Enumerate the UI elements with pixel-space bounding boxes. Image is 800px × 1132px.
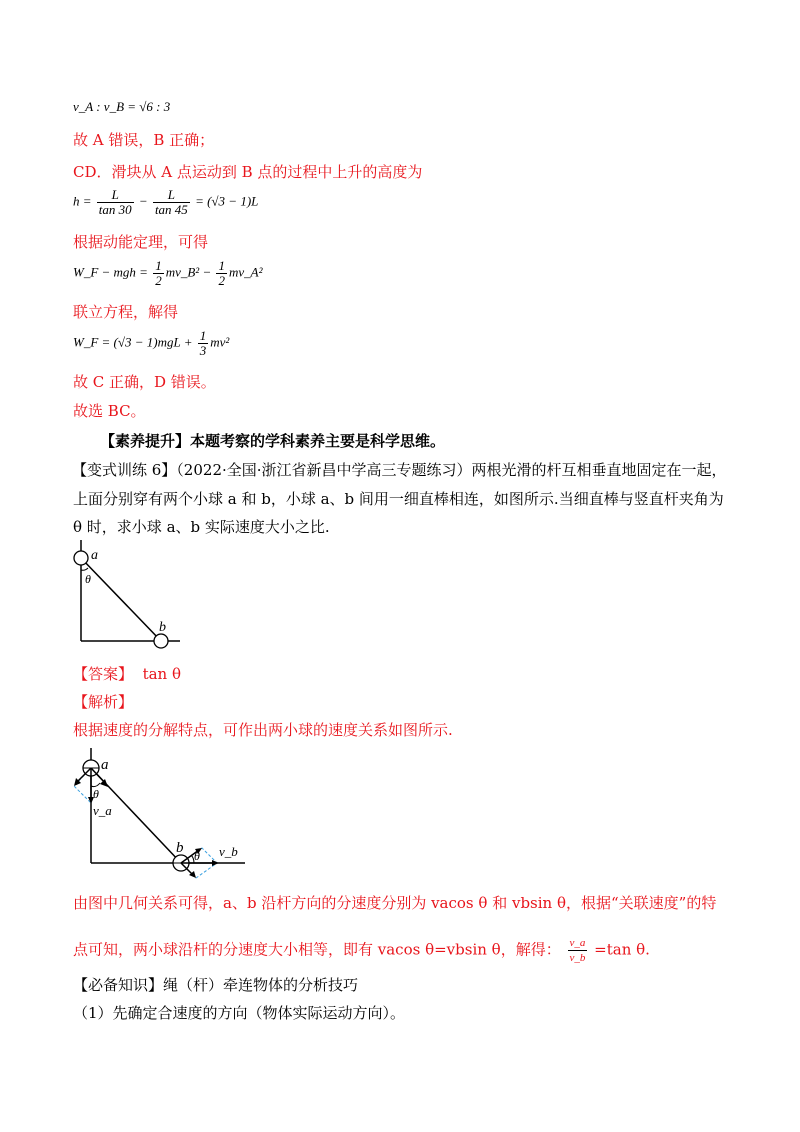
combine-text: 联立方程，解得 bbox=[73, 303, 179, 321]
exercise-line-2: 上面分别穿有两个小球 a 和 b，小球 a、b 间用一细直棒相连，如图所示.当细直棒与竖直杆夹角为 bbox=[73, 490, 724, 508]
height-equation: h = $\frac{L}{\tan 30}$ − $\frac{L}{\tan 45}$ = (√3 − 1)L bbox=[73, 187, 259, 217]
exercise-line-1: 【变式训练 6】（2022·全国·浙江省新昌中学高三专题练习）两根光滑的杆互相垂直地固定在一起， bbox=[72, 461, 727, 479]
fig1-label-a: a bbox=[91, 548, 98, 563]
knowledge-step-1: （1）先确定合速度的方向（物体实际运动方向）。 bbox=[73, 1004, 406, 1022]
conclusion-cd: 故 C 正确，D 错误。 bbox=[73, 373, 216, 391]
fig2-label-b: b bbox=[176, 840, 184, 856]
figure-rods bbox=[70, 540, 190, 650]
fig2-label-va: v_a bbox=[93, 803, 112, 818]
fig1-label-b: b bbox=[159, 620, 166, 635]
fig2-label-theta-a: θ bbox=[93, 787, 99, 801]
fig2-label-theta-b: θ bbox=[194, 849, 200, 863]
work-equation: W_F = (√3 − 1)mgL + $\frac{1}{3}$ mv² bbox=[73, 328, 230, 358]
analysis-line-1: 根据速度的分解特点，可作出两小球的速度关系如图所示. bbox=[73, 721, 453, 739]
ratio-equation: v_A : v_B = √6 : 3 bbox=[73, 99, 171, 114]
analysis-line-2: 由图中几何关系可得，a、b 沿杆方向的分速度分别为 vacos θ 和 vbsin θ，根据“关联速度”的特 bbox=[73, 894, 717, 912]
fig1-label-theta: θ bbox=[85, 572, 91, 586]
final-answer-bc: 故选 BC。 bbox=[73, 402, 146, 420]
knowledge-heading: 【必备知识】绳（杆）牵连物体的分析技巧 bbox=[73, 976, 359, 994]
fig2-label-vb: v_b bbox=[219, 844, 238, 859]
analysis-line-3: 点可知，两小球沿杆的分速度大小相等，即有 vacos θ=vbsin θ，解得： $\frac{v\_a}{v\_b}$ =tan θ. bbox=[73, 937, 650, 964]
figure-velocity-decomposition bbox=[70, 748, 250, 883]
energy-theorem-text: 根据动能定理，可得 bbox=[73, 233, 209, 251]
cd-intro: CD．滑块从 A 点运动到 B 点的过程中上升的高度为 bbox=[73, 163, 423, 181]
fig2-label-a: a bbox=[101, 757, 109, 773]
answer-line: 【答案】 tan θ bbox=[73, 665, 181, 683]
exercise-line-3: θ 时，求小球 a、b 实际速度大小之比. bbox=[73, 518, 330, 536]
energy-equation: W_F − mgh = $\frac{1}{2}$ mv_B² − $\frac{1}{2}$ mv_A² bbox=[73, 258, 263, 288]
conclusion-ab: 故 A 错误，B 正确； bbox=[73, 131, 215, 149]
literacy-heading: 【素养提升】本题考察的学科素养主要是科学思维。 bbox=[100, 432, 446, 450]
analysis-heading: 【解析】 bbox=[73, 693, 134, 711]
